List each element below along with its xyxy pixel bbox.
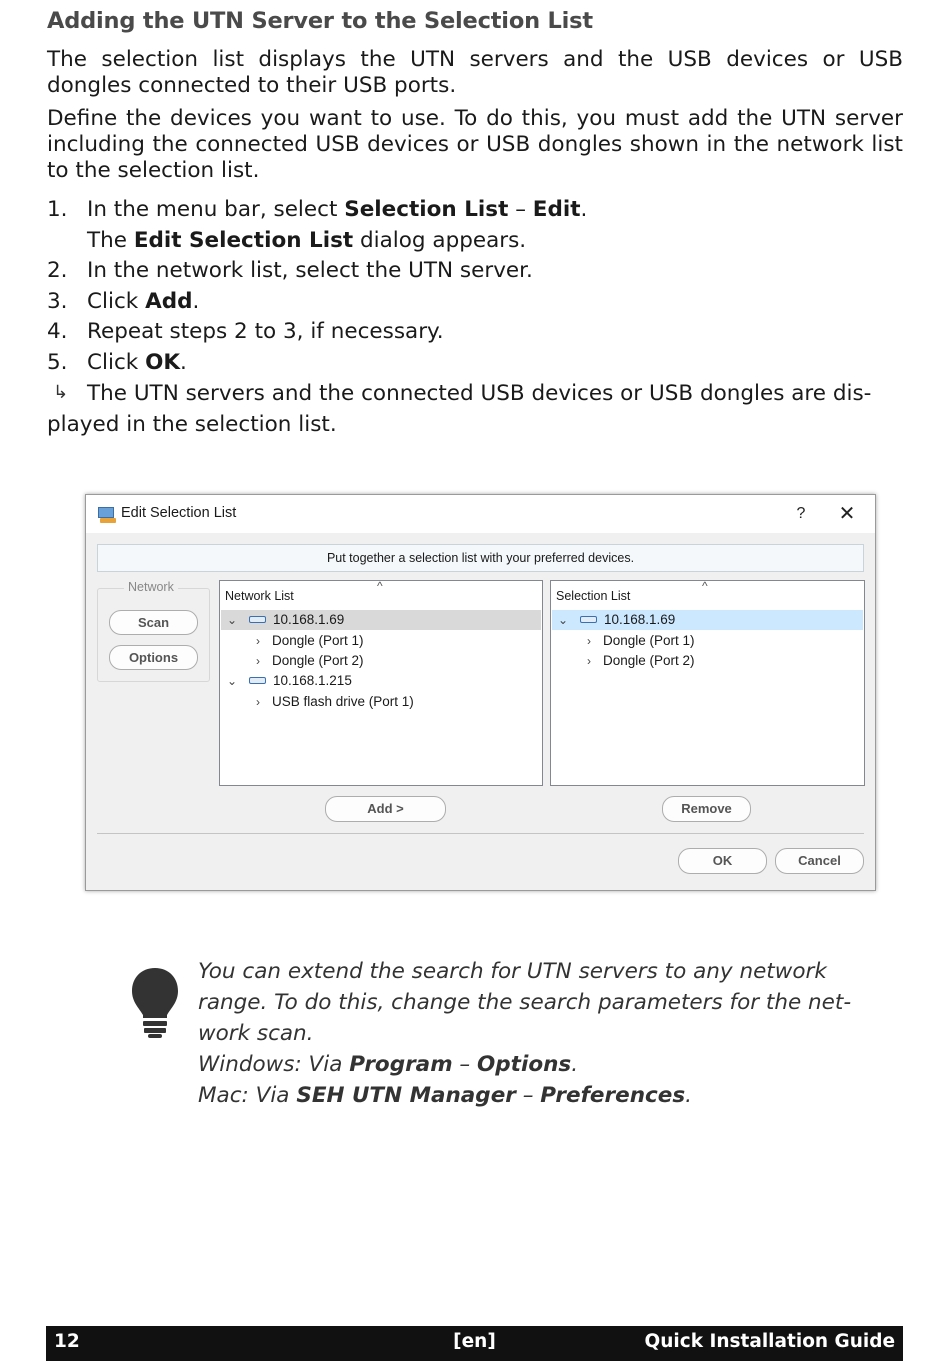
tree-row-server[interactable]: ⌄ 10.168.1.69 (221, 610, 541, 630)
step-2: 2. In the network list, select the UTN server. (47, 256, 907, 287)
chevron-down-icon[interactable]: ⌄ (226, 674, 238, 688)
page-footer (46, 1326, 903, 1361)
selection-list-header: Selection List (556, 589, 631, 603)
step-1: 1. In the menu bar, select Selection List – Edit. (47, 195, 907, 226)
chevron-right-icon[interactable]: › (256, 634, 260, 648)
tip-text: You can extend the search for UTN servers to any network range. To do this, change the search parameters for the net- work scan. Windows: Via Program – Options. Mac: Via SEH UTN Manager – Preferences. (198, 956, 838, 1111)
tree-row-device[interactable]: › Dongle (Port 2) (221, 651, 541, 671)
page-number: 12 (54, 1331, 80, 1352)
app-icon (98, 507, 116, 523)
chevron-right-icon[interactable]: › (587, 654, 591, 668)
tip-windows-path: Windows: Via Program – Options. (198, 1052, 579, 1077)
tree-row-device[interactable]: › Dongle (Port 1) (552, 631, 863, 651)
edit-selection-list-dialog (85, 494, 876, 891)
dialog-title: Edit Selection List (121, 505, 237, 521)
step-number: 3. (47, 288, 68, 314)
tree-row-server[interactable]: ⌄ 10.168.1.215 (221, 671, 541, 691)
tree-row-device[interactable]: › USB flash drive (Port 1) (221, 692, 541, 712)
add-button[interactable]: Add > (325, 796, 446, 822)
tree-row-device[interactable]: › Dongle (Port 2) (552, 651, 863, 671)
info-banner (97, 544, 864, 572)
server-icon (249, 677, 266, 684)
remove-button[interactable]: Remove (662, 796, 751, 822)
cancel-button[interactable]: Cancel (775, 848, 864, 874)
chevron-down-icon[interactable]: ⌄ (226, 613, 238, 627)
step-4: 4. Repeat steps 2 to 3, if necessary. (47, 317, 907, 348)
steps-list (47, 195, 907, 440)
step-number: 5. (47, 349, 68, 375)
network-list[interactable] (219, 580, 543, 786)
language-tag: [en] (453, 1331, 496, 1352)
network-group (97, 580, 210, 682)
sort-caret-icon: ^ (377, 579, 383, 593)
chevron-right-icon[interactable]: › (256, 695, 260, 709)
banner-text: Put together a selection list with your preferred devices. (326, 551, 635, 565)
dialog-titlebar (86, 495, 875, 533)
result-arrow-icon: ↳ (53, 382, 69, 403)
selection-list[interactable] (550, 580, 865, 786)
network-list-header: Network List (225, 589, 294, 603)
step-number: 4. (47, 319, 68, 344)
tree-row-device[interactable]: › Dongle (Port 1) (221, 631, 541, 651)
step-5: 5. Click OK. (47, 348, 907, 379)
ok-button[interactable]: OK (678, 848, 767, 874)
step-3: 3. Click Add. (47, 287, 907, 318)
sort-caret-icon: ^ (702, 579, 708, 593)
server-icon (580, 616, 597, 623)
section-heading: Adding the UTN Server to the Selection List (47, 8, 593, 34)
dialog-divider (97, 833, 864, 834)
instruction-paragraph: Define the devices you want to use. To do this, you must add the UTN server including the connected USB devices or USB dongles shown in the network list to the selection list. (47, 106, 903, 183)
intro-paragraph: The selection list displays the UTN servers and the USB devices or USB dongles connected to their USB ports. (47, 47, 903, 98)
step-number: 1. (47, 197, 68, 222)
help-button[interactable]: ? (796, 505, 806, 522)
options-button[interactable]: Options (109, 645, 198, 670)
tip-mac-path: Mac: Via SEH UTN Manager – Preferences. (198, 1083, 692, 1108)
tree-row-server[interactable]: ⌄ 10.168.1.69 (552, 610, 863, 630)
close-button[interactable]: ✕ (838, 503, 856, 525)
network-group-label: Network (124, 580, 178, 594)
step-number: 2. (47, 258, 68, 283)
chevron-down-icon[interactable]: ⌄ (557, 613, 569, 627)
lightbulb-icon (130, 966, 180, 1038)
guide-title: Quick Installation Guide (644, 1331, 895, 1352)
server-icon (249, 616, 266, 623)
step-final-result: ↳ The UTN servers and the connected USB devices or USB dongles are dis- played in the selection list. (47, 378, 907, 440)
step-1-result: The Edit Selection List dialog appears. (87, 227, 527, 253)
chevron-right-icon[interactable]: › (587, 634, 591, 648)
chevron-right-icon[interactable]: › (256, 654, 260, 668)
scan-button[interactable]: Scan (109, 610, 198, 635)
